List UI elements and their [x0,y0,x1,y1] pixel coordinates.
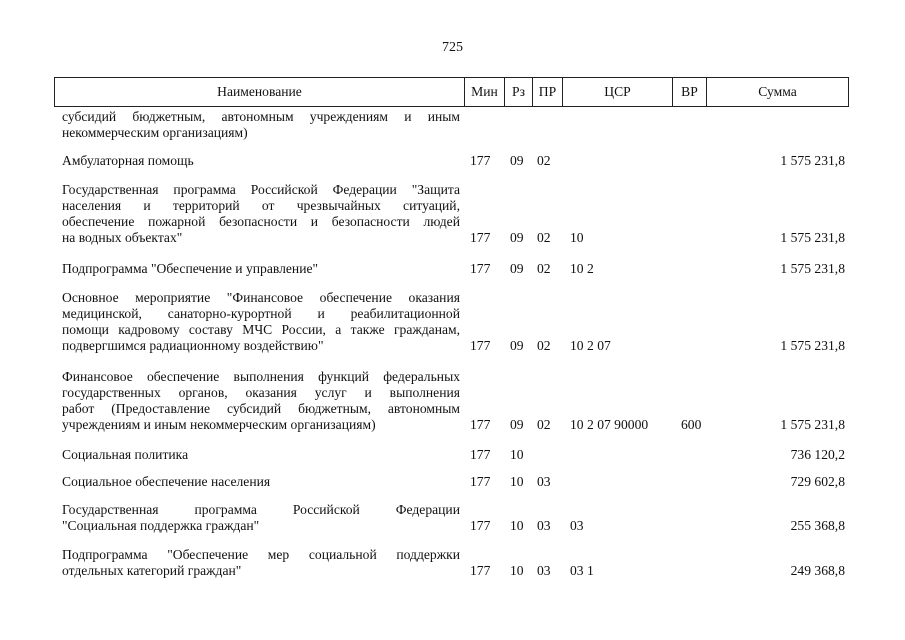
header-rz: Рз [504,78,532,106]
row-min: 177 [470,417,491,432]
row-rz: 10 [510,518,524,533]
row-name-line: государственных органов, оказания услуг и выполнения [62,385,460,400]
header-pr: ПР [532,78,562,106]
row-name [62,153,460,169]
row-rz: 09 [510,153,524,168]
row-name-line: отдельных категорий граждан" [62,563,242,578]
row-name [62,502,460,534]
row-csr: 10 2 [570,261,594,276]
row-name [62,261,460,277]
row-rz: 09 [510,417,524,432]
row-name-line: на водных объектах" [62,230,183,245]
row-min: 177 [470,447,491,462]
row-name [62,474,460,490]
row-sum: 1 575 231,8 [780,261,845,276]
row-min: 177 [470,230,491,245]
header-min: Мин [464,78,504,106]
row-sum: 1 575 231,8 [780,230,845,245]
row-rz: 10 [510,474,524,489]
row-sum: 736 120,2 [790,447,845,462]
row-pr: 03 [537,474,551,489]
row-name [62,369,460,433]
row-rz: 10 [510,563,524,578]
row-name-line: работ (Предоставление субсидий бюджетным, автономным [62,401,460,416]
row-csr: 10 [570,230,584,245]
row-pr: 02 [537,338,551,353]
row-name-line: субсидий бюджетным, автономным учреждениям и иным [62,109,460,124]
row-min: 177 [470,563,491,578]
row-name-line: подвергшимся радиационному воздействию" [62,338,324,353]
header-vr: ВР [672,78,706,106]
row-name-line: населения и территорий от чрезвычайных ситуаций, [62,198,460,213]
row-name [62,290,460,354]
row-sum: 249 368,8 [790,563,845,578]
row-name-line: Социальная политика [62,447,189,462]
row-name-line: Финансовое обеспечение выполнения функций федеральных [62,369,460,384]
table-header [54,77,849,107]
row-pr: 03 [537,563,551,578]
row-rz: 09 [510,261,524,276]
header-name: Наименование [217,84,302,99]
row-csr: 10 2 07 [570,338,611,353]
row-rz: 09 [510,338,524,353]
row-sum: 1 575 231,8 [780,153,845,168]
row-min: 177 [470,338,491,353]
row-sum: 729 602,8 [790,474,845,489]
row-name-line: помощи кадровому составу МЧС России, а также гражданам, [62,322,460,337]
row-rz: 09 [510,230,524,245]
row-csr: 10 2 07 90000 [570,417,649,432]
row-pr: 02 [537,230,551,245]
row-name-line: Подпрограмма "Обеспечение мер социальной поддержки [62,547,460,562]
row-csr: 03 1 [570,563,594,578]
row-name-line: некоммерческим организациям) [62,125,248,140]
header-csr: ЦСР [562,78,672,106]
row-sum: 1 575 231,8 [780,338,845,353]
row-name-line: Подпрограмма "Обеспечение и управление" [62,261,319,276]
row-vr: 600 [681,417,702,432]
row-name [62,447,460,463]
row-sum: 1 575 231,8 [780,417,845,432]
row-pr: 02 [537,153,551,168]
row-name [62,182,460,246]
row-csr: 03 [570,518,584,533]
row-sum: 255 368,8 [790,518,845,533]
row-rz: 10 [510,447,524,462]
row-name-line: учреждениям и иным некоммерческим организациям) [62,417,376,432]
row-name-line: Государственная программа Российской Федерации [62,502,460,517]
header-sum: Сумма [706,78,848,106]
row-name [62,547,460,579]
row-min: 177 [470,518,491,533]
row-name-line: медицинской, санаторно-курортной и реабилитационной [62,306,460,321]
row-pr: 03 [537,518,551,533]
row-min: 177 [470,261,491,276]
row-pr: 02 [537,417,551,432]
row-name-line: Социальное обеспечение населения [62,474,271,489]
row-min: 177 [470,153,491,168]
page-number: 725 [442,40,463,55]
row-name-line: Государственная программа Российской Федерации "Защита [62,182,460,197]
row-min: 177 [470,474,491,489]
row-name [62,109,460,141]
row-name-line: Амбулаторная помощь [62,153,194,168]
row-name-line: Основное мероприятие "Финансовое обеспечение оказания [62,290,460,305]
row-pr: 02 [537,261,551,276]
row-name-line: "Социальная поддержка граждан" [62,518,260,533]
row-name-line: обеспечение пожарной безопасности и безопасности людей [62,214,460,229]
